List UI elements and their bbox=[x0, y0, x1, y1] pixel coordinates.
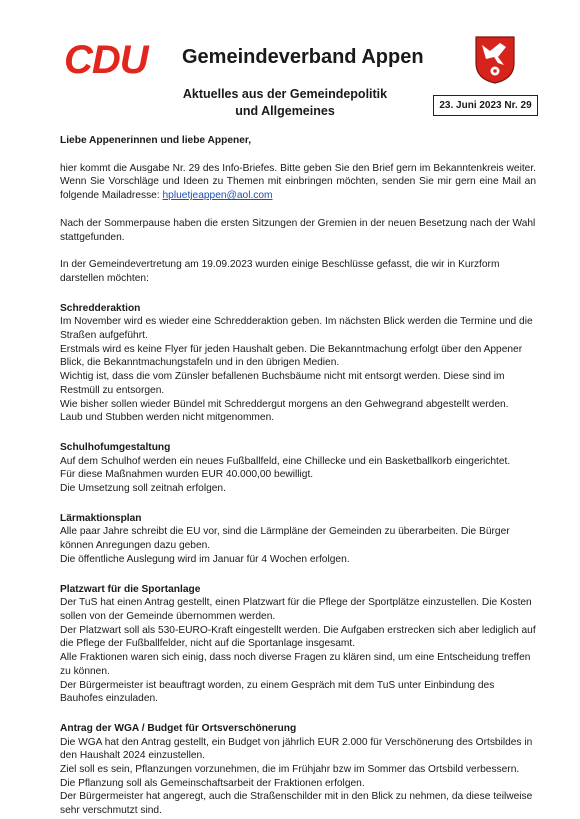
section-line: Alle Fraktionen waren sich einig, dass noch diverse Fragen zu klären sind, um eine Entscheidung treffen zu können. bbox=[60, 652, 531, 677]
section-line: Die WGA hat den Antrag gestellt, ein Budget von jährlich EUR 2.000 für Verschönerung des Ortsbildes in den Haushalt 2024 einzustellen. bbox=[60, 736, 533, 762]
section-line: Für diese Maßnahmen wurden EUR 40.000,00 bewilligt. bbox=[60, 469, 314, 481]
section-heading: Schulhofumgestaltung bbox=[60, 441, 171, 453]
page-title: Gemeindeverband Appen bbox=[182, 46, 424, 68]
section-line: Der Bürgermeister hat angeregt, auch die Straßenschilder mit in den Blick zu nehmen, da diese teilweise sehr verschmutzt sind. bbox=[60, 791, 533, 817]
section-laermaktionsplan bbox=[60, 512, 536, 567]
intro-paragraph: hier kommt die Ausgabe Nr. 29 des Info-Briefes. Bitte geben Sie den Brief gern im Bekanntenkreis weiter. Wenn Sie Vorschläge und Ideen zu Themen mit einbringen möchten, senden Sie mir gern eine Mail an folgende Mailadresse: hpluetjeappen@aol.com bbox=[60, 162, 536, 202]
section-line: Wichtig ist, dass die vom Zünsler befallenen Buchsbäume nicht mit entsorgt werden. Diese sind im Restmüll zu entsorgen. bbox=[60, 371, 505, 396]
section-ortsverschoenerung bbox=[60, 722, 536, 818]
letter-body bbox=[60, 128, 536, 818]
section-line: Der TuS hat einen Antrag gestellt, einen Platzwart für die Pflege der Sportplätze einzustellen. Die Kosten sollen von der Gemeinde übernommen werden. bbox=[60, 597, 532, 622]
section-schredderaktion bbox=[60, 302, 536, 425]
cdu-logo: CDU bbox=[64, 38, 148, 82]
section-line: Der Bürgermeister ist beauftragt worden, zu einem Gespräch mit dem TuS unter Einbindung des Bauhofes einzuladen. bbox=[60, 679, 495, 705]
greeting: Liebe Appenerinnen und liebe Appener, bbox=[60, 135, 252, 146]
appen-coat-of-arms-icon bbox=[474, 35, 516, 85]
section-heading: Lärmaktionsplan bbox=[60, 512, 142, 524]
section-heading: Platzwart für die Sportanlage bbox=[60, 583, 201, 595]
section-line: Laub und Stubben werden nicht mitgenommen. bbox=[60, 412, 275, 424]
section-line: Die Pflanzung soll als Gemeinschaftsarbeit der Fraktionen erfolgen. bbox=[60, 777, 365, 789]
section-line: Die Umsetzung soll zeitnah erfolgen. bbox=[60, 483, 226, 495]
section-line: Ziel soll es sein, Pflanzungen vorzunehmen, die im Frühjahr bzw im Sommer das Ortsbild verbessern. bbox=[60, 764, 520, 776]
paragraph-gemeindevertretung: In der Gemeindevertretung am 19.09.2023 wurden einige Beschlüsse gefasst, die wir in Kurzform darstellen möchten: bbox=[60, 259, 500, 284]
section-heading: Schredderaktion bbox=[60, 302, 141, 314]
section-schulhofumgestaltung bbox=[60, 441, 536, 496]
email-link[interactable]: hpluetjeappen@aol.com bbox=[162, 190, 273, 202]
paragraph-sommerpause: Nach der Sommerpause haben die ersten Sitzungen der Gremien in der neuen Besetzung nach der Wahl stattgefunden. bbox=[60, 217, 536, 243]
section-line: Alle paar Jahre schreibt die EU vor, sind die Lärmpläne der Gemeinden zu überarbeiten. Die Bürger können Anregungen dazu geben. bbox=[60, 526, 510, 552]
section-platzwart bbox=[60, 583, 536, 706]
newsletter-subtitle: Aktuelles aus der Gemeindepolitik und Allgemeines bbox=[182, 87, 388, 118]
section-line: Auf dem Schulhof werden ein neues Fußballfeld, eine Chillecke und ein Basketballkorb eingerichtet. bbox=[60, 455, 511, 467]
section-line: Der Platzwart soll als 530-EURO-Kraft eingestellt werden. Die Aufgaben erstrecken sich aber lediglich auf die Pflege der Fußballfelder, nicht auf die Sportanlage insgesamt. bbox=[60, 624, 536, 650]
section-line: Erstmals wird es keine Flyer für jeden Haushalt geben. Die Bekanntmachung erfolgt über den Appener Blick, die Bekanntmachungstafeln und in den übrigen Medien. bbox=[60, 343, 523, 369]
section-line: Wie bisher sollen wieder Bündel mit Schreddergut morgens an den Gehwegrand abgestellt werden. bbox=[60, 398, 509, 410]
section-line: Im November wird es wieder eine Schredderaktion geben. Im nächsten Blick werden die Termine und die Straßen aufgeführt. bbox=[60, 316, 533, 342]
section-heading: Antrag der WGA / Budget für Ortsverschönerung bbox=[60, 722, 297, 734]
section-line: Die öffentliche Auslegung wird im Januar für 4 Wochen erfolgen. bbox=[60, 553, 350, 565]
issue-date-box: 23. Juni 2023 Nr. 29 bbox=[433, 95, 538, 116]
